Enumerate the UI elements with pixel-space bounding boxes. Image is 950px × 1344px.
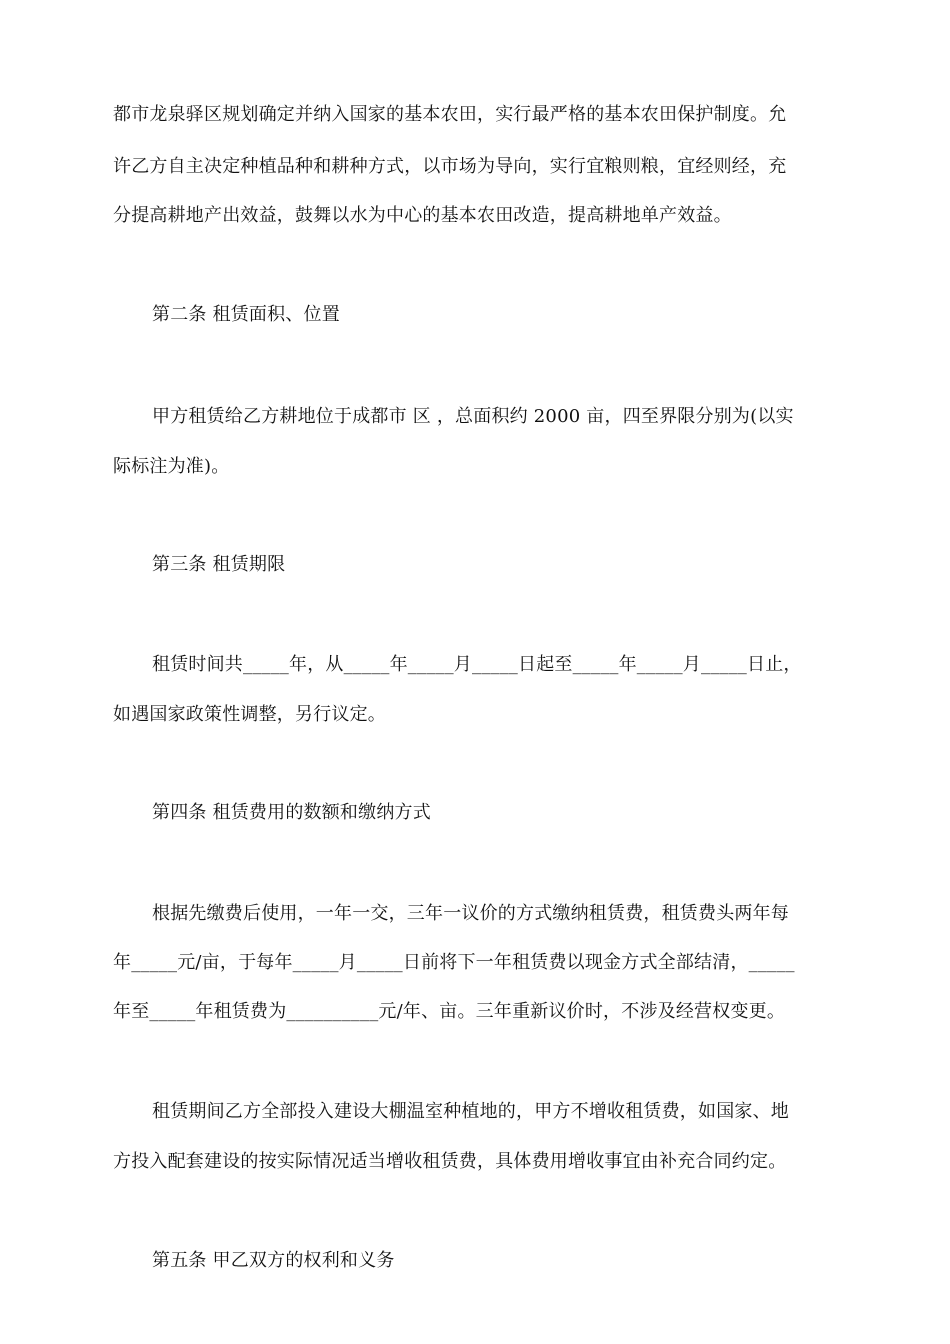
article-2-line-1: 甲方租赁给乙方耕地位于成都市 区 ，总面积约 2000 亩，四至界限分别为(以实 [152, 406, 794, 427]
article-4-para-1-line-1: 根据先缴费后使用，一年一交，三年一议价的方式缴纳租赁费，租赁费头两年每 [152, 903, 789, 924]
article-4-para-1-line-2: 年_____元/亩，于每年_____月_____日前将下一年租赁费以现金方式全部结清，_____ [113, 952, 795, 973]
article-2-line-2: 际标注为准)。 [113, 456, 230, 477]
article-3-line-1: 租赁时间共_____年，从_____年_____月_____日起至_____年_____月_____日止， [152, 654, 802, 675]
article-3-heading: 第三条 租赁期限 [152, 554, 286, 575]
article-4-para-2-line-1: 租赁期间乙方全部投入建设大棚温室种植地的，甲方不增收租赁费，如国家、地 [152, 1101, 789, 1122]
article-4-para-2-line-2: 方投入配套建设的按实际情况适当增收租赁费，具体费用增收事宜由补充合同约定。 [113, 1151, 787, 1172]
article-3-line-2: 如遇国家政策性调整，另行议定。 [113, 704, 386, 725]
article-4-heading: 第四条 租赁费用的数额和缴纳方式 [152, 802, 431, 823]
article-4-para-1-line-3: 年至_____年租赁费为__________元/年、亩。三年重新议价时，不涉及经营权变更。 [113, 1001, 786, 1022]
article-2-heading: 第二条 租赁面积、位置 [152, 304, 340, 325]
intro-line-3: 分提高耕地产出效益，鼓舞以水为中心的基本农田改造，提高耕地单产效益。 [113, 205, 732, 226]
article-5-heading: 第五条 甲乙双方的权利和义务 [152, 1250, 395, 1271]
intro-line-1: 都市龙泉驿区规划确定并纳入国家的基本农田，实行最严格的基本农田保护制度。允 [113, 104, 787, 125]
intro-line-2: 许乙方自主决定种植品种和耕种方式，以市场为导向，实行宜粮则粮，宜经则经，充 [113, 156, 787, 177]
